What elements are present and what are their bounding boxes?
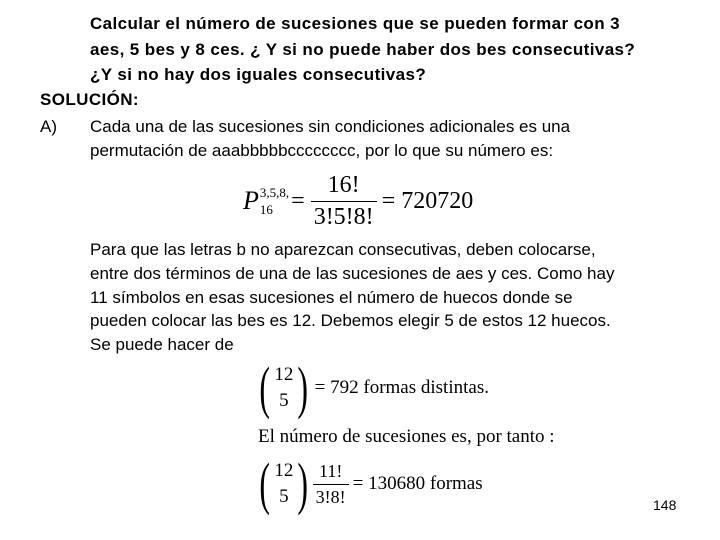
paragraph-line-2: entre dos términos de una de las sucesiones de aes y ces. Como hay xyxy=(90,264,615,283)
problem-line-3: ¿Y si no hay dos iguales consecutivas? xyxy=(90,65,427,84)
binomial-result-text: = 792 formas distintas. xyxy=(314,377,489,398)
final-binomial-bottom: 5 xyxy=(279,486,289,507)
permutation-superscript: 3,5,8, xyxy=(259,185,290,200)
final-binomial-top: 12 xyxy=(274,460,294,481)
binomial-formula-1: ( 12 5 ) = 792 formas distintas. xyxy=(259,355,489,420)
paragraph-line-4: pueden colocar las bes es 12. Debemos elegir 5 de estos 12 huecos. xyxy=(90,311,611,330)
part-a-line-1: Cada una de las sucesiones sin condiciones adicionales es una xyxy=(90,117,571,136)
final-result-text: = 130680 formas xyxy=(352,473,483,494)
final-numerator: 11! xyxy=(318,460,343,481)
final-formula: ( 12 5 ) $\frac{11!}{3!8!}$ = 130680 formas xyxy=(259,451,483,516)
permutation-subscript: 16 xyxy=(259,202,273,217)
paragraph-line-5: Se puede hacer de xyxy=(90,335,234,354)
solution-heading: SOLUCIÓN: xyxy=(40,90,139,109)
part-a-line-2: permutación de aaabbbbbcccccccc, por lo que su número es: xyxy=(90,141,554,160)
part-a-label: A) xyxy=(40,117,57,136)
problem-line-2: aes, 5 bes y 8 ces. ¿ Y si no puede haber dos bes consecutivas? xyxy=(90,40,636,59)
permutation-result: = 720720 xyxy=(381,187,474,214)
paragraph-line-1: Para que las letras b no aparezcan consecutivas, deben colocarse, xyxy=(90,240,596,259)
permutation-denominator: 3!5!8! xyxy=(311,201,377,231)
permutation-symbol: P xyxy=(243,186,259,215)
problem-line-1: Calcular el número de sucesiones que se pueden formar con 3 xyxy=(90,14,620,33)
binomial-top: 12 xyxy=(274,364,294,385)
paragraph-line-3: 11 símbolos en esas sucesiones el número de huecos donde se xyxy=(90,288,573,307)
binomial-bottom: 5 xyxy=(279,390,289,411)
final-denominator: 3!8! xyxy=(313,484,349,508)
permutation-numerator: 16! xyxy=(327,171,360,198)
page-number: 148 xyxy=(653,497,677,513)
conclusion-text: El número de sucesiones es, por tanto : xyxy=(258,426,555,447)
permutation-formula: P 3,5,8, 16 = $\frac{16!}{3!5!8!}$ = 720720 xyxy=(243,171,474,230)
